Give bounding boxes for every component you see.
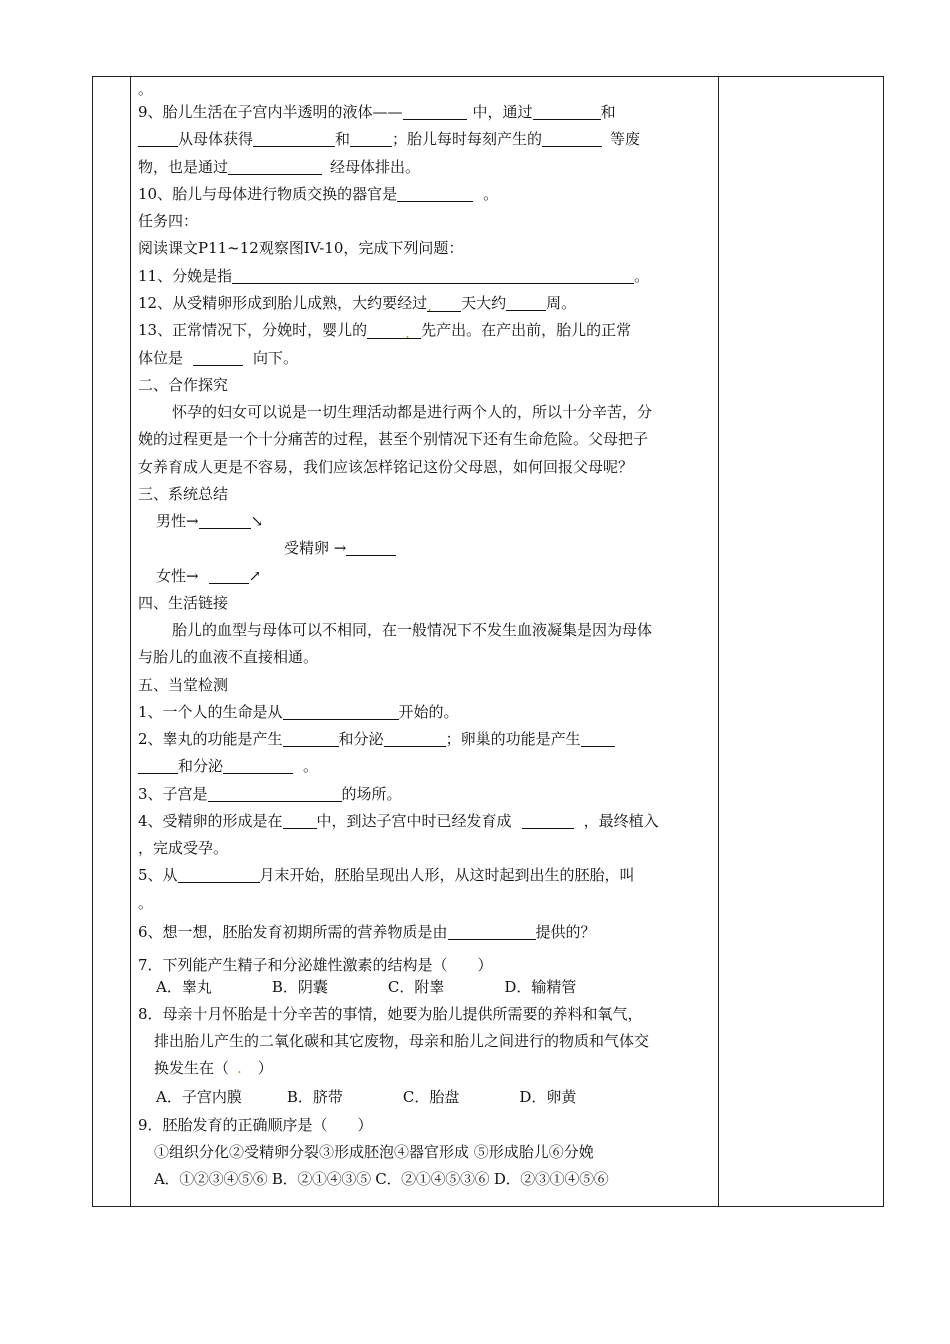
question-13: 13、正常情况下，分娩时，婴儿的 . 先产出。在产出前，胎儿的正常 <box>138 321 632 342</box>
section-class-test: 五、当堂检测 <box>138 676 229 694</box>
question-10: 10、胎儿与母体进行物质交换的器官是 。 <box>138 185 499 203</box>
question-12: 12、从受精卵形成到胎儿成熟，大约要经过. 天大约 周。 <box>138 294 577 315</box>
paragraph-line: 娩的过程更是一个十分痛苦的过程，甚至个别情况下还有生命危险。父母把子 <box>138 430 649 448</box>
test-question-1: 1、一个人的生命是从 开始的。 <box>138 703 459 721</box>
test-question-6: 6、想一想，胚胎发育初期所需的营养物质是由 提供的？ <box>138 923 596 941</box>
test-question-5: 5、从 月末开始，胚胎呈现出人形，从这时起到出生的胚胎，叫 <box>138 866 635 884</box>
paragraph-line: 胎儿的血型与母体可以不相同，在一般情况下不发生血液凝集是因为母体 <box>172 621 653 639</box>
question-9: 9、胎儿生活在子宫内半透明的液体—— 中，通过 和 <box>138 103 616 121</box>
section-system-summary: 三、系统总结 <box>138 485 229 503</box>
question-8-options: A．子宫内膜 B．脐带 C．胎盘 D．卵黄 <box>156 1088 577 1106</box>
table-column-divider <box>718 77 719 1206</box>
mark-dot: . <box>405 324 410 342</box>
task-four-heading: 任务四： <box>138 212 199 230</box>
test-question-3: 3、子宫是 的场所。 <box>138 785 402 803</box>
question-9-options: A．①②③④⑤⑥ B．②①④③⑤ C．②①④⑤③⑥ D．②③①④⑤⑥ <box>154 1170 609 1188</box>
paragraph-line: 女养育成人更是不容易，我们应该怎样铭记这份父母恩，如何回报父母呢？ <box>138 458 634 476</box>
question-9-line-2: 从母体获得 和 ；胎儿每时每刻产生的 等废 <box>138 130 640 148</box>
mark-dot: . <box>237 1059 242 1077</box>
test-question-7: 7．下列能产生精子和分泌雄性激素的结构是（ ） <box>138 956 493 974</box>
question-9-line-3: 物，也是通过 经母体排出。 <box>138 158 421 176</box>
test-question-2-line-2: 和分泌 。 <box>138 757 318 775</box>
question-7-options: A．睾丸 B．阴囊 C．附睾 D．输精管 <box>156 978 577 996</box>
question-11: 11、分娩是指 。 <box>138 267 650 285</box>
test-question-8: 8．母亲十月怀胎是十分辛苦的事情，她要为胎儿提供所需要的养料和氧气， <box>138 1005 643 1023</box>
question-13-line-2: 体位是 向下。 <box>138 349 299 367</box>
test-question-9: 9．胚胎发育的正确顺序是（ ） <box>138 1116 373 1134</box>
test-question-4: 4、受精卵的形成是在 中，到达子宫中时已经发育成 ，最终植入 <box>138 812 659 830</box>
reading-instruction: 阅读课文P11~12观察图IV-10，完成下列问题： <box>138 239 464 257</box>
section-cooperative-inquiry: 二、合作探究 <box>138 376 229 394</box>
question-8-line-2: 排出胎儿产生的二氧化碳和其它废物，母亲和胎儿之间进行的物质和气体交 <box>154 1032 650 1050</box>
paragraph-line: 怀孕的妇女可以说是一切生理活动都是进行两个人的，所以十分辛苦，分 <box>172 403 653 421</box>
summary-zygote: 受精卵 → <box>284 539 396 557</box>
test-question-2: 2、睾丸的功能是产生 和分泌 ；卵巢的功能是产生 <box>138 730 615 748</box>
question-9-steps: ①组织分化②受精卵分裂③形成胚泡④器官形成 ⑤形成胎儿⑥分娩 <box>154 1143 594 1161</box>
summary-male: 男性→ ↘ <box>156 512 264 530</box>
test-question-4-line-2: ，完成受孕。 <box>138 839 229 857</box>
test-question-5-line-2: 。 <box>138 894 154 912</box>
table-column-divider <box>130 77 131 1206</box>
paragraph-line: 与胎儿的血液不直接相通。 <box>138 648 319 666</box>
text-line: 。 <box>138 80 154 98</box>
question-8-line-3: 换发生在（ . ） <box>154 1059 273 1077</box>
section-life-link: 四、生活链接 <box>138 594 229 612</box>
summary-female: 女性→ ↗ <box>156 567 262 585</box>
mark-dot: . <box>427 297 432 315</box>
